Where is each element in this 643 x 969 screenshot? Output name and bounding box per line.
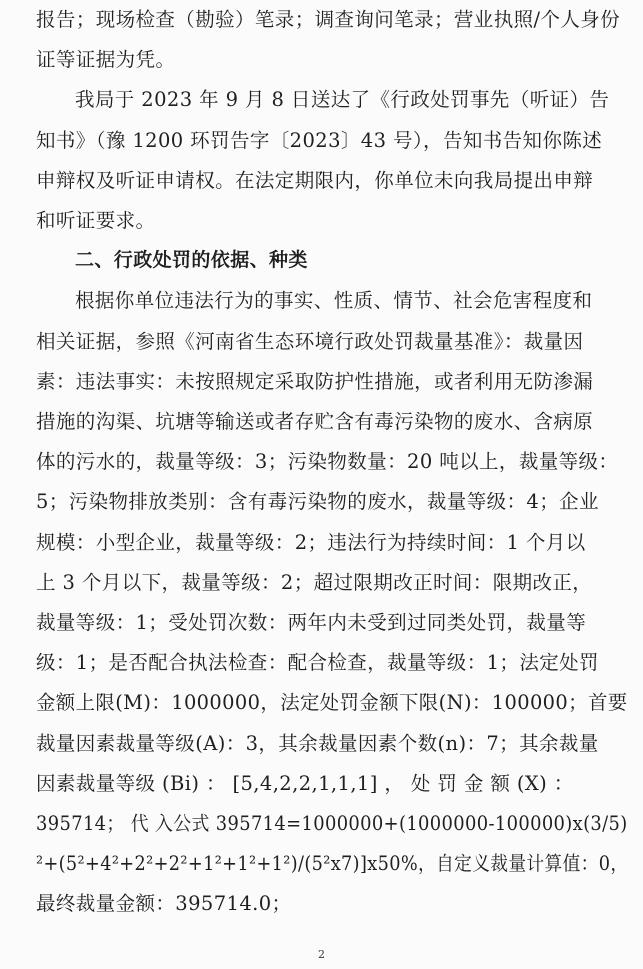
page-number: 2 <box>318 948 325 961</box>
text-line: 证等证据为凭。 <box>36 48 176 72</box>
text-line: 素：违法事实：未按照规定采取防护性措施，或者利用无防渗漏 <box>36 369 594 393</box>
text-line: 根据你单位违法行为的事实、性质、情节、社会危害程度和 <box>75 289 593 313</box>
text-line: ²+(5²+4²+2²+2²+1²+1²+1²)/(5²x7)]x50%，自定义裁量计算值：0， <box>36 852 629 876</box>
text-line: 5；污染物排放类别：含有毒污染物的废水，裁量等级：4；企业 <box>36 490 599 514</box>
text-line: 报告；现场检查（勘验）笔录；调查询问笔录；营业执照/个人身份 <box>36 8 621 31</box>
text-line: 我局于 2023 年 9 月 8 日送达了《行政处罚事先（听证）告 <box>75 88 610 112</box>
text-line: 相关证据，参照《河南省生态环境行政处罚裁量基准》：裁量因 <box>36 329 584 353</box>
text-line: 体的污水的，裁量等级：3；污染物数量：20 吨以上，裁量等级： <box>36 450 619 474</box>
text-line: 上 3 个月以下，裁量等级：2；超过限期改正时间：限期改正， <box>36 570 593 594</box>
text-line: 措施的沟渠、坑塘等输送或者存贮含有毒污染物的废水、含病原 <box>36 410 594 433</box>
section-heading: 二、行政处罚的依据、种类 <box>75 249 308 272</box>
text-line: 级：1；是否配合执法检查：配合检查，裁量等级：1；法定处罚 <box>36 651 599 675</box>
text-line: 申辩权及听证申请权。在法定期限内，你单位未向我局提出申辩 <box>36 168 594 192</box>
text-line: 和听证要求。 <box>36 209 156 232</box>
text-line: 因素裁量等级 (Bi) ： [5,4,2,2,1,1,1] ， 处 罚 金 额 (X) ： <box>36 771 574 795</box>
text-line: 裁量因素裁量等级(A)：3，其余裁量因素个数(n)：7；其余裁量 <box>36 731 599 755</box>
text-line: 395714； 代 入公式 395714=1000000+(1000000-100000)x(3/5) <box>36 812 628 835</box>
text-line: 知书》（豫 1200 环罚告字〔2023〕43 号），告知书告知你陈述 <box>36 128 603 152</box>
text-line: 规模：小型企业，裁量等级：2；违法行为持续时间：1 个月以 <box>36 530 586 554</box>
text-line: 金额上限(M)：1000000，法定处罚金额下限(N)：100000；首要 <box>36 691 628 715</box>
text-line: 裁量等级：1；受处罚次数：两年内未受到过同类处罚，裁量等 <box>36 611 587 634</box>
text-line: 最终裁量金额：395714.0； <box>36 892 292 916</box>
